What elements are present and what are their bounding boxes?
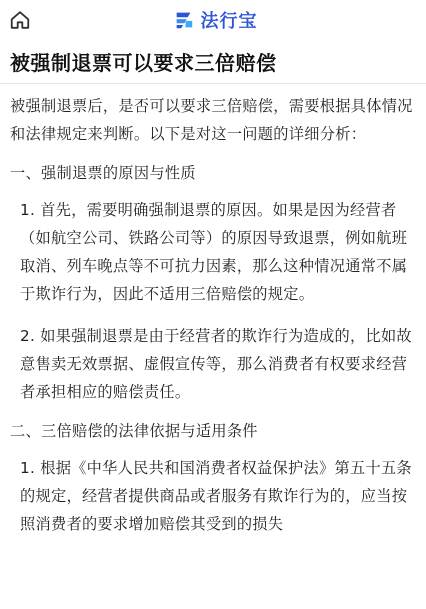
section-1-paragraph-2: 2. 如果强制退票是由于经营者的欺诈行为造成的，比如故意售卖无效票据、虚假宣传等，那么消费者有权要求经营者承担相应的赔偿责任。	[20, 327, 412, 401]
article	[0, 40, 426, 609]
brand	[173, 7, 258, 33]
article-body	[0, 84, 426, 538]
section-2-paragraph-1: 1. 根据《中华人民共和国消费者权益保护法》第五十五条的规定，经营者提供商品或者服务有欺诈行为的，应当按照消费者的要求增加赔偿其受到的损失	[20, 459, 412, 533]
page-title: 被强制退票可以要求三倍赔偿	[10, 51, 277, 75]
fxb-logo-icon	[173, 9, 195, 31]
section-1-paragraph-1: 1. 首先，需要明确强制退票的原因。如果是因为经营者（如航空公司、铁路公司等）的原因导致退票，例如航班取消、列车晚点等不可抗力因素，那么这种情况通常不属于欺诈行为，因此不适用三倍赔偿的规定。	[20, 201, 408, 303]
brand-name: 法行宝	[200, 11, 258, 32]
app-header	[0, 0, 426, 40]
intro-text: 被强制退票后，是否可以要求三倍赔偿，需要根据具体情况和法律规定来判断。以下是对这一问题的详细分析：	[10, 97, 413, 143]
title-bar	[0, 40, 426, 84]
section-heading-1: 一、强制退票的原因与性质	[10, 164, 196, 182]
section-heading-2: 二、三倍赔偿的法律依据与适用条件	[10, 422, 258, 440]
home-icon	[9, 9, 31, 31]
home-button[interactable]	[8, 8, 32, 32]
